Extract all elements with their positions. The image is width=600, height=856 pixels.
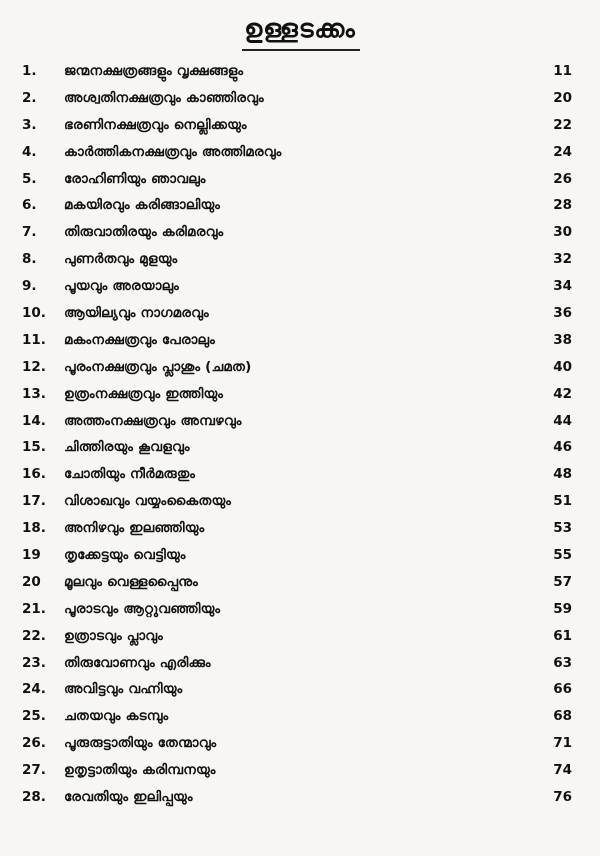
entry-number: 18. <box>22 520 46 537</box>
toc-entry <box>0 273 600 300</box>
entry-page-number: 38 <box>553 331 572 348</box>
entry-number: 6. <box>22 197 37 214</box>
entry-number: 12. <box>22 358 46 375</box>
entry-page-number: 36 <box>553 305 572 322</box>
entry-number: 5. <box>22 170 37 187</box>
entry-number: 1. <box>22 63 37 79</box>
toc-entry <box>0 139 600 166</box>
entry-number: 25. <box>22 708 46 725</box>
toc-entry <box>0 650 600 677</box>
entry-number: 15. <box>22 439 46 456</box>
entry-number: 10. <box>22 305 46 322</box>
entry-title: മകയിരവും കരിങ്ങാലിയും <box>64 197 221 214</box>
entry-title: രോഹിണിയും ഞാവലും <box>64 170 206 187</box>
entry-number: 11. <box>22 331 46 348</box>
entry-title: തൃക്കേട്ടയും വെട്ടിയും <box>64 547 186 564</box>
entry-number: 23. <box>22 654 46 671</box>
toc-entry <box>0 461 600 488</box>
entry-page-number: 34 <box>553 278 572 295</box>
toc-entry <box>0 784 600 811</box>
entry-title: പൂരാടവും ആറ്റുവഞ്ഞിയും <box>64 600 221 617</box>
entry-title: ചോതിയും നീർമരുതും <box>64 466 196 483</box>
toc-entry <box>0 434 600 461</box>
toc-entry <box>0 166 600 193</box>
entry-page-number: 48 <box>553 466 572 483</box>
entry-page-number: 40 <box>553 358 572 375</box>
entry-page-number: 71 <box>553 735 572 752</box>
entry-title: പൂയവും അരയാലും <box>64 278 180 295</box>
entry-number: 16. <box>22 466 46 483</box>
entry-number: 8. <box>22 251 37 268</box>
entry-number: 19 <box>22 547 41 564</box>
entry-title: അത്തംനക്ഷത്രവും അമ്പഴവും <box>64 412 242 429</box>
entry-title: തിരുവോണവും എരിക്കും <box>64 654 211 671</box>
entry-page-number: 59 <box>553 600 572 617</box>
entry-title: മൂലവും വെള്ളപ്പൈനും <box>64 573 198 590</box>
entry-title: ഉത്രാടവും പ്ലാവും <box>64 627 163 644</box>
entry-number: 27. <box>22 762 46 779</box>
entry-title: ഉത്രംനക്ഷത്രവും ഇത്തിയും <box>64 385 224 402</box>
entry-title: രേവതിയും ഇലിപ്പയും <box>64 789 193 806</box>
entry-title: ജന്മനക്ഷത്രങ്ങളും വൃക്ഷങ്ങളും <box>64 63 244 79</box>
entry-number: 3. <box>22 116 37 133</box>
toc-entry <box>0 327 600 354</box>
toc-entry <box>0 246 600 273</box>
toc-entry <box>0 703 600 730</box>
entry-title: കാർത്തികനക്ഷത്രവും അത്തിമരവും <box>64 143 282 160</box>
entry-page-number: 42 <box>553 385 572 402</box>
entry-number: 22. <box>22 627 46 644</box>
title-underline <box>242 49 360 51</box>
toc-entry <box>0 542 600 569</box>
entry-page-number: 24 <box>553 143 572 160</box>
toc-entry <box>0 354 600 381</box>
entry-number: 24. <box>22 681 46 698</box>
entry-page-number: 32 <box>553 251 572 268</box>
toc-entry <box>0 676 600 703</box>
page-title: ഉള്ളടക്കം <box>244 14 356 43</box>
entry-number: 2. <box>22 89 37 106</box>
entry-number: 7. <box>22 224 37 241</box>
toc-entry <box>0 192 600 219</box>
toc-entry <box>0 112 600 139</box>
entry-page-number: 22 <box>553 116 572 133</box>
entry-page-number: 76 <box>553 789 572 806</box>
entry-number: 17. <box>22 493 46 510</box>
entry-title: ഭരണിനക്ഷത്രവും നെല്ലിക്കയും <box>64 116 247 133</box>
toc-entry <box>0 730 600 757</box>
toc-entry <box>0 219 600 246</box>
entry-title: ആയില്യവും നാഗമരവും <box>64 305 209 322</box>
entry-page-number: 57 <box>553 573 572 590</box>
entry-title: അവിട്ടവും വഹ്നിയും <box>64 681 183 698</box>
entry-title: ഉതൃട്ടാതിയും കരിമ്പനയും <box>64 762 216 779</box>
toc-entry <box>0 488 600 515</box>
entry-number: 28. <box>22 789 46 806</box>
entry-title: തിരുവാതിരയും കരിമരവും <box>64 224 224 241</box>
entry-number: 26. <box>22 735 46 752</box>
entry-page-number: 26 <box>553 170 572 187</box>
entry-page-number: 68 <box>553 708 572 725</box>
toc-entry <box>0 757 600 784</box>
entry-page-number: 11 <box>553 63 572 79</box>
entry-page-number: 61 <box>553 627 572 644</box>
table-of-contents <box>0 58 600 811</box>
entry-title: ചിത്തിരയും കൂവളവും <box>64 439 190 456</box>
entry-title: പൂരുരുട്ടാതിയും തേന്മാവും <box>64 735 217 752</box>
entry-title: അനിഴവും ഇലഞ്ഞിയും <box>64 520 205 537</box>
entry-title: വിശാഖവും വയ്യംകൈതയും <box>64 493 232 510</box>
entry-title: ചതയവും കടമ്പും <box>64 708 169 725</box>
toc-entry <box>0 596 600 623</box>
entry-page-number: 28 <box>553 197 572 214</box>
entry-page-number: 66 <box>553 681 572 698</box>
entry-page-number: 55 <box>553 547 572 564</box>
entry-page-number: 20 <box>553 89 572 106</box>
toc-entry <box>0 58 600 85</box>
entry-page-number: 46 <box>553 439 572 456</box>
toc-entry <box>0 515 600 542</box>
entry-page-number: 63 <box>553 654 572 671</box>
toc-entry <box>0 569 600 596</box>
entry-number: 4. <box>22 143 37 160</box>
toc-entry <box>0 623 600 650</box>
toc-entry <box>0 85 600 112</box>
toc-entry <box>0 408 600 435</box>
entry-number: 20 <box>22 573 41 590</box>
entry-page-number: 53 <box>553 520 572 537</box>
entry-page-number: 30 <box>553 224 572 241</box>
entry-page-number: 51 <box>553 493 572 510</box>
entry-title: അശ്വതിനക്ഷത്രവും കാഞ്ഞിരവും <box>64 89 264 106</box>
toc-entry <box>0 300 600 327</box>
entry-title: മകംനക്ഷത്രവും പേരാലും <box>64 331 215 348</box>
entry-number: 14. <box>22 412 46 429</box>
entry-page-number: 44 <box>553 412 572 429</box>
entry-page-number: 74 <box>553 762 572 779</box>
entry-title: പൂരംനക്ഷത്രവും പ്ലാശും (ചമത) <box>64 358 252 375</box>
entry-number: 21. <box>22 600 46 617</box>
toc-entry <box>0 381 600 408</box>
entry-number: 9. <box>22 278 37 295</box>
entry-title: പുണർതവും മുളയും <box>64 251 178 268</box>
entry-number: 13. <box>22 385 46 402</box>
